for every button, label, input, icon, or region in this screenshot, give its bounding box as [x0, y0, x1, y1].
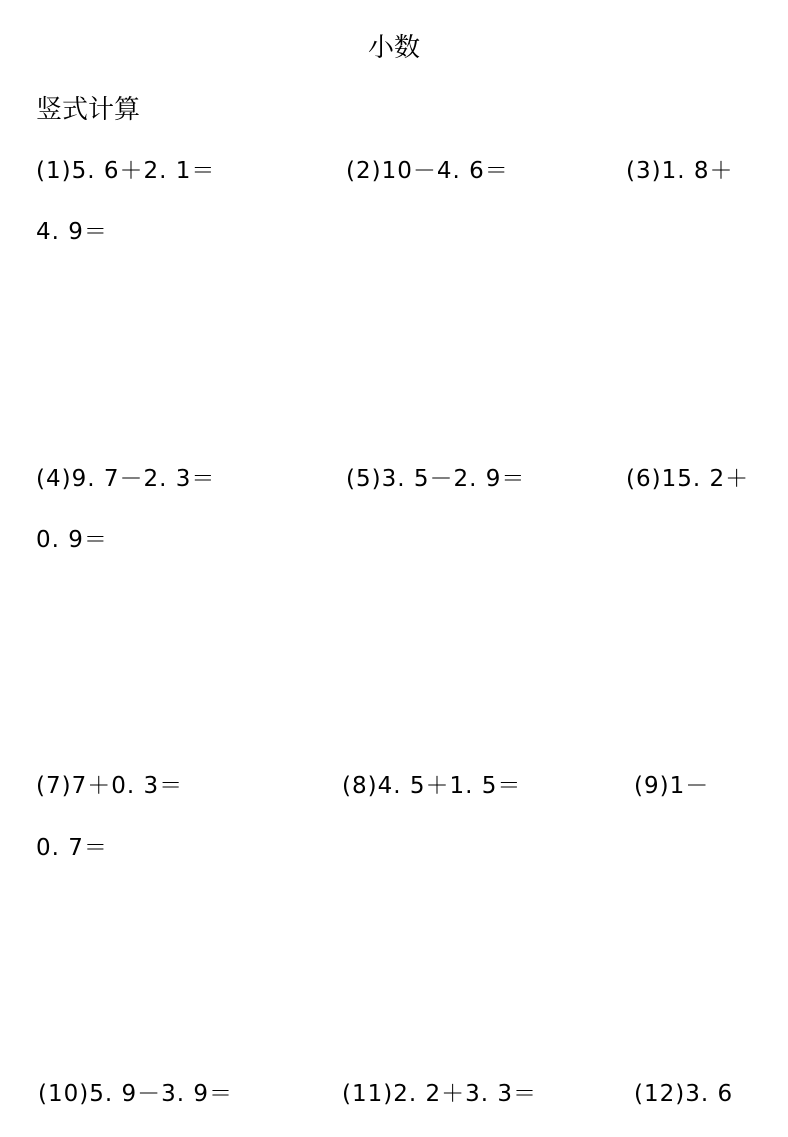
- problem-1: (1)5. 6＋2. 1＝: [36, 158, 216, 184]
- problem-9: (9)1－: [634, 773, 710, 799]
- problem-10: (10)5. 9－3. 9＝: [38, 1081, 233, 1107]
- section-heading: 竖式计算: [36, 95, 141, 125]
- problem-12: (12)3. 6: [634, 1081, 734, 1107]
- problem-8: (8)4. 5＋1. 5＝: [342, 773, 522, 799]
- problem-6-continuation: 0. 9＝: [36, 527, 108, 553]
- problem-7: (7)7＋0. 3＝: [36, 773, 184, 799]
- problem-9-continuation: 0. 7＝: [36, 835, 108, 861]
- problem-3: (3)1. 8＋: [626, 158, 734, 184]
- problem-5: (5)3. 5－2. 9＝: [346, 466, 526, 492]
- problem-2: (2)10－4. 6＝: [346, 158, 509, 184]
- problem-6: (6)15. 2＋: [626, 466, 750, 492]
- problem-11: (11)2. 2＋3. 3＝: [342, 1081, 537, 1107]
- problem-4: (4)9. 7－2. 3＝: [36, 466, 216, 492]
- page-title: 小数: [367, 33, 420, 63]
- problem-3-continuation: 4. 9＝: [36, 219, 108, 245]
